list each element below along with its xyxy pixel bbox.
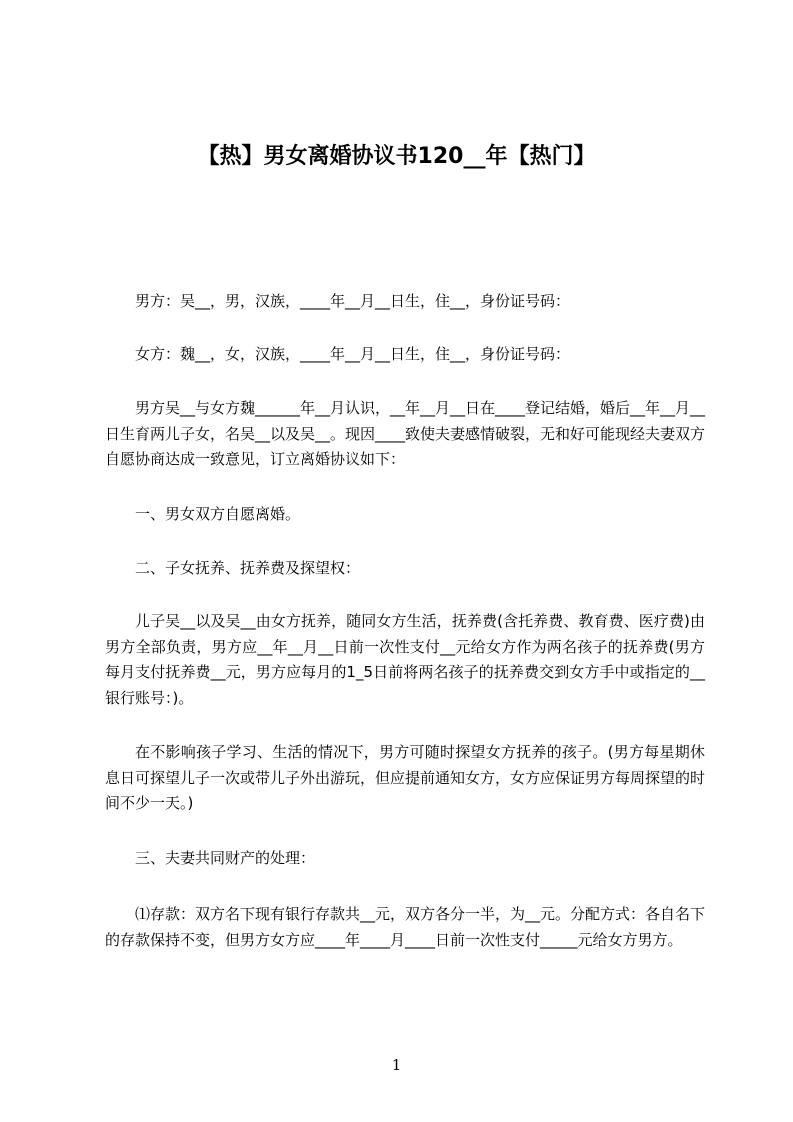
clause-1-heading: 一、男女双方自愿离婚。 xyxy=(135,505,301,523)
paragraph-child-support: 儿子吴__以及吴__由女方抚养，随同女方生活，抚养费(含托养费、教育费、医疗费)由男方全部负责，男方应__年__月__日前一次性支付__元给女方作为两名孩子的抚养费(男方每月支付抚养费__元，男方应每月的1_5日前将两名孩子的抚养费交到女方手中或指定的__银行账号：)。 xyxy=(105,612,705,707)
paragraph-visitation: 在不影响孩子学习、生活的情况下，男方可随时探望女方抚养的孩子。(男方每星期休息日可探望儿子一次或带儿子外出游玩，但应提前通知女方，女方应保证男方每周探望的时间不少一天。) xyxy=(105,743,706,812)
paragraph-male-party: 男方：吴__，男，汉族，____年__月__日生，住__，身份证号码： xyxy=(135,292,571,310)
clause-2-heading: 二、子女抚养、抚养费及探望权： xyxy=(135,559,361,577)
paragraph-background: 男方吴__与女方魏______年__月认识，__年__月__日在____登记结婚，婚后__年__月__日生育两儿子女，名吴__以及吴__。现因____致使夫妻感情破裂，无和好可能现经夫妻双方自愿协商达成一致意见，订立离婚协议如下： xyxy=(105,399,706,468)
paragraph-savings: ⑴存款：双方名下现有银行存款共__元，双方各分一半，为__元。分配方式：各自名下的存款保持不变，但男方女方应____年____月____日前一次性支付_____元给女方男方。 xyxy=(105,905,706,949)
clause-3-heading: 三、夫妻共同财产的处理： xyxy=(135,849,316,867)
page-number: 1 xyxy=(391,1056,402,1074)
paragraph-female-party: 女方：魏__，女，汉族，____年__月__日生，住__，身份证号码： xyxy=(135,345,571,363)
document-title: 【热】男女离婚协议书120__年【热门】 xyxy=(197,144,596,169)
